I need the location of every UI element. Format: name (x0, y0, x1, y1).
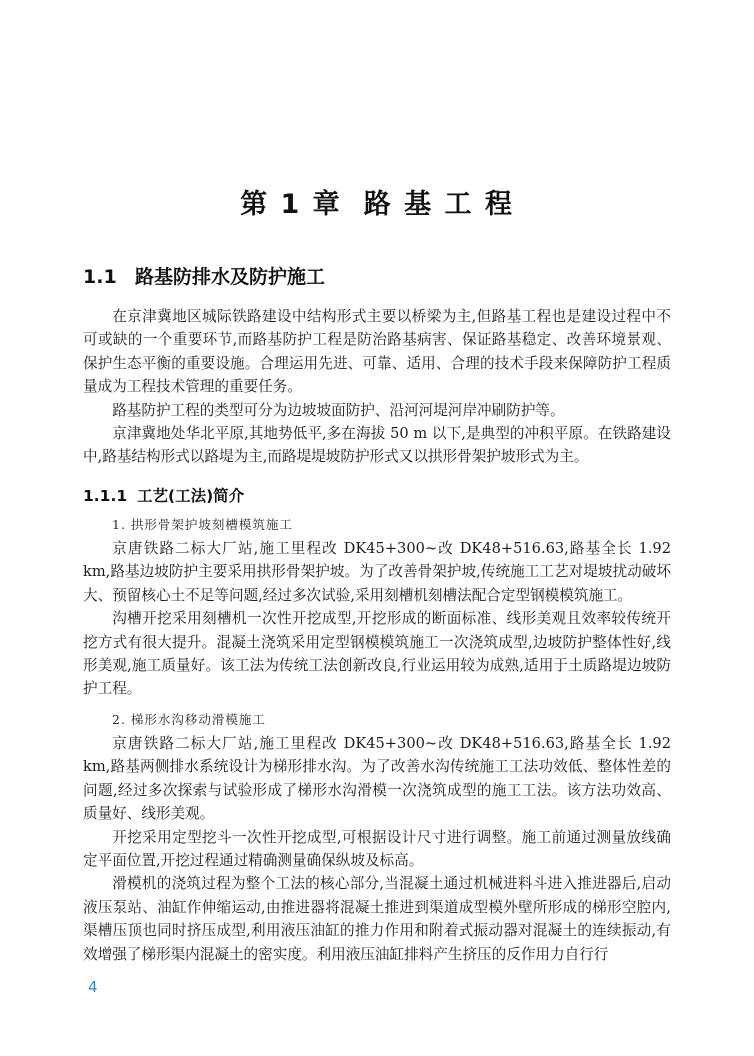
section-title: 路基防排水及防护施工 (135, 266, 326, 288)
paragraph: 在京津冀地区城际铁路建设中结构形式主要以桥梁为主,但路基工程也是建设过程中不可或缺的一个重要环节,而路基防护工程是防治路基病害、保证路基稳定、改善环境景观、保护生态平衡的重要设施。合理运用先进、可靠、适用、合理的技术手段来保障防护工程质量成为工程技术管理的重要任务。 (83, 308, 671, 396)
paragraph: 滑模机的浇筑过程为整个工法的核心部分,当混凝土通过机械进料斗进入推进器后,启动液压泵站、油缸作伸缩运动,由推进器将混凝土推进到渠道成型模外壁所形成的梯形空腔内,渠槽压顶也同时挤压成型,利用液压油缸的推力作用和附着式振动器对混凝土的连续振动,有效增强了梯形渠内混凝土的密实度。利用液压油缸排料产生挤压的反作用力自行行 (83, 875, 671, 963)
paragraph: 京津冀地处华北平原,其地势低平,多在海拔 50 m 以下,是典型的冲积平原。在铁路建设中,路基结构形式以路堤为主,而路堤堤坡防护形式又以拱形骨架护坡形式为主。 (83, 425, 671, 466)
chapter-title (0, 182, 754, 221)
item-title-1: 1. 拱形骨架护坡刻槽模筑施工 (112, 517, 293, 532)
chapter-label: 第 1 章 (240, 189, 342, 220)
paragraph: 开挖采用定型挖斗一次性开挖成型,可根据设计尺寸进行调整。施工前通过测量放线确定平面位置,开挖过程通过精确测量确保纵坡及标高。 (83, 828, 671, 870)
paragraph: 京唐铁路二标大厂站,施工里程改 DK45+300~改 DK48+516.63,路基全长 1.92 km,路基两侧排水系统设计为梯形排水沟。为了改善水沟传统施工工法功效低、整体性差的问题,经过多次探索与试验形成了梯形水沟滑模一次浇筑成型的施工工法。该方法功效高、质量好、线形美观。 (83, 735, 671, 823)
intro-text (83, 305, 671, 469)
section-heading (83, 262, 325, 289)
subsection-title: 工艺(工法)简介 (137, 487, 245, 505)
item-1-text (83, 537, 671, 701)
section-number: 1.1 (83, 266, 117, 288)
paragraph: 路基防护工程的类型可分为边坡坡面防护、沿河河堤河岸冲刷防护等。 (112, 401, 565, 419)
item-title-2: 2. 梯形水沟移动滑模施工 (112, 712, 266, 727)
chapter-name: 路 基 工 程 (363, 189, 514, 220)
paragraph: 京唐铁路二标大厂站,施工里程改 DK45+300~改 DK48+516.63,路基全长 1.92 km,路基边坡防护主要采用拱形骨架护坡。为了改善骨架护坡,传统施工工艺对堤坡扰动破坏大、预留核心土不足等问题,经过多次试验,采用刻槽机刻槽法配合定型钢模模筑施工。 (83, 540, 671, 604)
subsection-number: 1.1.1 (83, 487, 128, 505)
item-2-text (83, 732, 671, 966)
paragraph: 沟槽开挖采用刻槽机一次性开挖成型,开挖形成的断面标准、线形美观且效率较传统开挖方式有很大提升。混凝土浇筑采用定型钢模模筑施工一次浇筑成型,边坡防护整体性好,线形美观,施工质量好。该工法为传统工法创新改良,行业运用较为成熟,适用于土质路堤边坡防护工程。 (83, 610, 671, 698)
subsection-heading (83, 484, 244, 506)
page-number: 4 (88, 978, 98, 996)
